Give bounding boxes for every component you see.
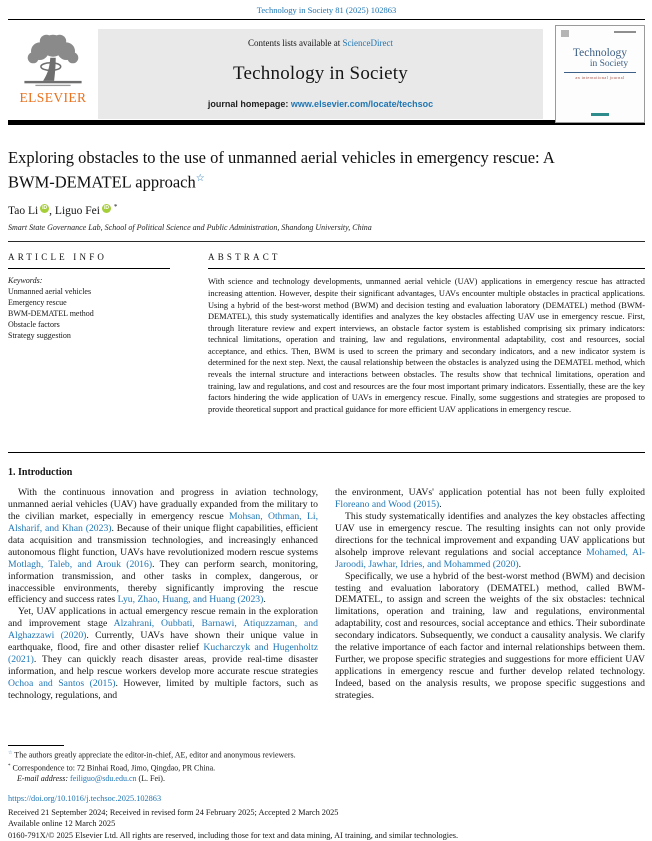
journal-title: Technology in Society xyxy=(233,62,408,84)
text-segment: , Liguo Fei xyxy=(49,204,100,217)
keyword: Unmanned aerial vehicles xyxy=(8,287,92,297)
abstract-bottom-divider xyxy=(8,452,645,453)
page-footer xyxy=(8,793,645,841)
text-segment: . xyxy=(439,499,442,511)
received-line: Received 21 September 2024; Received in revised form 24 February 2025; Accepted 2 March 2025 xyxy=(8,807,339,817)
body-columns xyxy=(8,487,645,737)
journal-citation: Technology in Society 81 (2025) 102863 xyxy=(256,5,397,15)
keyword: Emergency rescue xyxy=(8,298,67,308)
footnote xyxy=(8,749,645,761)
inline-link[interactable]: ScienceDirect xyxy=(342,38,393,48)
available-online-line: Available online 12 March 2025 xyxy=(8,819,116,829)
abstract-rule xyxy=(208,268,645,269)
inline-link[interactable]: www.elsevier.com/locate/techsoc xyxy=(290,99,434,109)
cover-logo-mark xyxy=(561,30,569,37)
article-info-rule xyxy=(8,268,170,269)
masthead-bottom-bar xyxy=(8,120,645,125)
abstract-column xyxy=(208,248,645,444)
body-paragraph xyxy=(335,511,645,571)
elsevier-wordmark: ELSEVIER xyxy=(19,90,87,105)
inline-link[interactable]: Alzahrani, Oubbati, Barnawi, Atiquzzaman, and Alghazzawi (2020) xyxy=(8,618,318,642)
elsevier-logo xyxy=(8,29,98,119)
text-segment: . However, limited by multiple factors, such as technology, regulations, and xyxy=(8,677,318,701)
cover-subtitle: an international journal xyxy=(575,75,625,80)
inline-link[interactable]: Mohsan, Othman, Li, Alsharif, and Khan (2023) xyxy=(8,511,318,535)
journal-banner xyxy=(98,29,543,119)
keywords-label: Keywords: xyxy=(8,276,43,286)
cover-divider xyxy=(564,72,636,73)
text-segment: Contents lists available at xyxy=(248,38,343,48)
masthead xyxy=(8,29,645,119)
text-segment: Correspondence to: 72 Binhai Road, Jimo, Qingdao, PR China. xyxy=(10,763,216,773)
authors-line xyxy=(8,203,645,217)
text-segment: Specifically, we use a hybrid of the best-worst method (BWM) and decision testing and evaluation laboratory (DEMATEL) method, called BWM-DEMATEL, to assign and screen the weights of the six obstacles: technical limitations, operation and training, law and regulations, environmental adaptability, cost and resources, social acceptance and ethics. Their subordinate secondary indicators. Subsequently, we conduct a causality analysis. We clarify the relative importance of each factor and internal relationships between them. Further, we propose specific strategies and suggestions for more efficient UAV applications in emergency rescue and further develop related technology. Indeed, based on the analysis results, we propose specific suggestions and strategies. xyxy=(335,570,645,701)
inline-link[interactable]: Lyu, Zhao, Huang, and Huang (2023) xyxy=(117,594,264,606)
text-segment: . xyxy=(518,558,522,570)
inline-link[interactable]: ☆ xyxy=(195,173,205,184)
footnote-divider xyxy=(8,745,64,746)
homepage-line xyxy=(102,99,539,109)
contents-line xyxy=(102,38,539,48)
text-segment: With the continuous innovation and progress in aviation technology, unmanned aerial vehicles (UAV) have gradually expanded from the military to the civilian market, especially in emergency rescue xyxy=(8,487,318,523)
footnotes xyxy=(8,749,645,785)
text-segment: . Currently, UAVs have shown their unique value in earthquake, flood, fire and other disaster relief xyxy=(8,630,318,654)
elsevier-tree-icon xyxy=(20,31,86,89)
intro-right-column xyxy=(335,487,645,737)
cover-title-line1: Technology xyxy=(572,47,628,59)
journal-cover-thumbnail xyxy=(555,25,645,123)
text-segment: E-mail address: xyxy=(17,774,71,784)
body-paragraph xyxy=(8,487,318,606)
inline-link[interactable]: Floreano and Wood (2015) xyxy=(335,499,440,511)
intro-left-column xyxy=(8,487,318,737)
footnote xyxy=(8,774,645,785)
cover-top-mark xyxy=(614,31,636,33)
text-segment: (L. Fei). xyxy=(136,774,165,784)
orcid-icon[interactable]: iD xyxy=(42,204,48,211)
text-segment: the environment, UAVs' application potential has not been fully exploited xyxy=(335,487,645,499)
top-divider xyxy=(8,19,645,20)
abstract-text: With science and technology developments, unmanned aerial vehicle (UAV) applications in emergency rescue has attracted increasing attention. However, despite their significant advantages, UAVs encounter multiple obstacles in practical applications. Using a hybrid of the best-worst method (BWM) and decision testing and evaluation laboratory (DEMATEL) method (BWM-DEMATEL), this study systematically identifies and analyzes the key obstacles affecting UAV use in emergency rescue. First, through literature review and expert interviews, an obstacle factor system is established comprising six primary indicators: technical limitations, operation and training, law and regulations, environmental adaptability, cost and resources, social acceptance, and ethics. Then, BWM is used to screen the primary and secondary indicators, and a new indicator system is determined for the next step. Next, the causal relationship between the obstacles is analyzed using the DEMATEL method, which reveals the internal structure and interactions between obstacles. The results show that technical limitations, operation and training, law and regulations, and cost and resources are the four most important primary indicators. Essentially, these are the key factors hindering the wide application of UAVs in emergency rescue. Finally, some suggestions and strategies are proposed to provide theoretical support and practical guidance for more efficient UAV applications in emergency rescue. xyxy=(208,277,645,414)
orcid-icon[interactable]: iD xyxy=(103,204,109,211)
text-segment: Exploring obstacles to the use of unmanned aerial vehicles in emergency rescue: A BWM-DEMATEL approach xyxy=(8,148,554,192)
text-segment: This study systematically identifies and analyzes the key obstacles affecting UAV use in emergency rescue. The resulting insights can not only provide directions for the technical improvement and expanding UAV applications but alsohelp improve relevant regulations and social acceptance xyxy=(335,511,645,558)
section-divider xyxy=(8,241,645,242)
body-paragraph xyxy=(8,606,318,701)
text-segment: . xyxy=(263,594,266,606)
body-paragraph xyxy=(335,571,645,702)
info-abstract-section xyxy=(8,248,645,444)
cover-bottom-mark xyxy=(591,113,609,116)
text-segment: * xyxy=(113,202,118,211)
keyword: BWM-DEMATEL method xyxy=(8,309,94,319)
inline-link[interactable]: feiliguo@sdu.edu.cn xyxy=(70,774,137,784)
text-segment: journal homepage: xyxy=(207,99,291,109)
article-info-column xyxy=(8,248,170,444)
abstract-heading: ABSTRACT xyxy=(208,252,281,263)
inline-link[interactable]: Mohamed, Al-Jaroodi, Jawhar, Idries, and Mohammed (2020) xyxy=(335,546,645,570)
keywords-list xyxy=(8,286,170,341)
body-paragraph xyxy=(335,487,645,511)
keyword: Strategy suggestion xyxy=(8,331,71,341)
doi-link[interactable]: https://doi.org/10.1016/j.techsoc.2025.102863 xyxy=(8,794,162,804)
introduction-heading: 1. Introduction xyxy=(8,467,73,479)
text-segment: . Because of their unique flight capabilities, efficient data acquisition and transmission technologies, and increasingly enhanced autonomous flight function, UAVs have revolutionized modern rescue systems xyxy=(8,523,318,558)
cover-title-line2: in Society xyxy=(589,59,629,69)
text-segment: . They can quickly reach disaster areas, provide real-time disaster information, and help rescue workers develop more accurate rescue strategies xyxy=(8,654,318,677)
text-segment: * xyxy=(8,763,11,769)
keyword: Obstacle factors xyxy=(8,320,60,330)
text-segment: Yet, UAV applications in actual emergency rescue remain in the exploration and improvement stage xyxy=(8,606,318,630)
text-segment: Tao Li xyxy=(8,204,39,217)
text-segment: . They can perform search, monitoring, information transmission, and other tasks in complex, dangerous, or inaccessible environments, thereby significantly improving the rescue efficiency and success rates xyxy=(8,558,319,606)
article-title xyxy=(8,147,568,193)
text-segment: The authors greatly appreciate the editor-in-chief, AE, editor and anonymous reviewers. xyxy=(12,750,296,760)
inline-link[interactable]: Motlagh, Taleb, and Arouk (2016) xyxy=(8,558,153,570)
inline-link[interactable]: Kucharczyk and Hugenholtz (2021) xyxy=(8,642,318,666)
affiliation: Smart State Governance Lab, School of Political Science and Public Administration, Shandong University, China xyxy=(8,223,372,233)
article-info-heading: ARTICLE INFO xyxy=(8,252,108,263)
text-segment: ☆ xyxy=(8,751,13,757)
copyright-line: 0160-791X/© 2025 Elsevier Ltd. All rights are reserved, including those for text and data mining, AI training, and similar technologies. xyxy=(8,830,459,840)
footnote xyxy=(8,762,645,774)
inline-link[interactable]: Ochoa and Santos (2015) xyxy=(8,677,116,689)
